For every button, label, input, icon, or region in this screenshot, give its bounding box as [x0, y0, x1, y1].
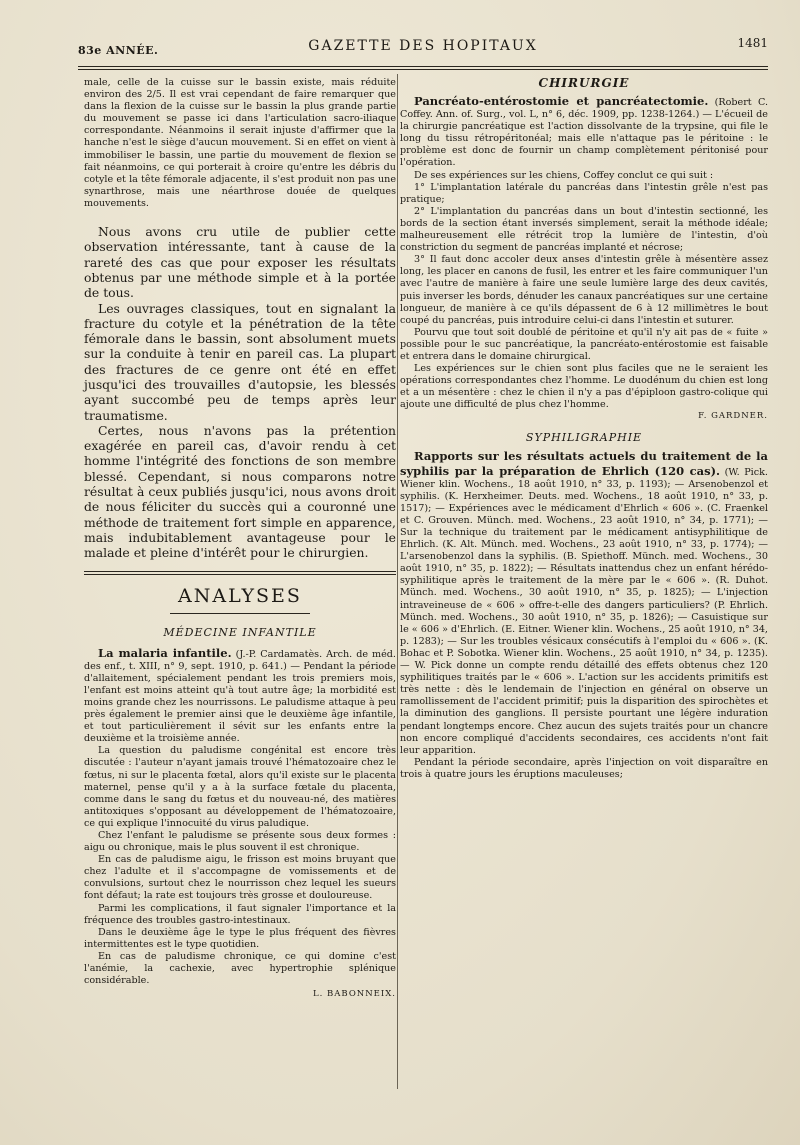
- malaria-citation: (J.-P. Cardamatès. Arch. de méd. des enf., t. XIII, n° 9, sept. 1910, p. 641.) —: [84, 648, 396, 672]
- pancreato-paragraph: 2° L'implantation du pancréas dans un bout d'intestin sectionné, les bords de la section étant inversés simplement, serait la méthode idéale; malheureusement elle rétrécit trop la lumière de l'intestin, d'où constriction du segment de pancréas implanté et nécrose;: [400, 205, 768, 254]
- rapports-article-intro: [400, 450, 768, 756]
- author-signature: F. GARDNER.: [698, 411, 768, 422]
- pancreato-citation: (Robert C. Coffey. Ann. of. Surg., vol. L, n° 6, déc. 1909, pp. 1238-1264.) —: [400, 97, 768, 121]
- malaria-paragraph: La question du paludisme congénital est encore très discutée : l'auteur n'ayant jamais trouvé l'hématozoaire chez le fœtus, ni sur le placenta fœtal, alors qu'il existe sur le placenta maternel, pense qu'il y a à la surface fœtale du placenta, comme dans le sang du fœtus et du nouveau-né, des matières antitoxiques s'opposant au développement de l'hématozoaire, ce qui explique l'innocuité du virus paludique.: [84, 745, 396, 829]
- medecine-infantile-heading: MÉDECINE INFANTILE: [163, 625, 317, 639]
- malaria-paragraph: En cas de paludisme aigu, le frisson est moins bruyant que chez l'adulte et il s'accompagne de vomissements et de convulsions, surtout chez le nourrisson chez lequel les sueurs font défaut; la rate est toujours très grosse et douloureuse.: [84, 854, 396, 902]
- heading-underline: [170, 613, 310, 614]
- column-divider: [397, 74, 398, 1089]
- section-rule: [84, 574, 396, 575]
- observation-paragraph: Les ouvrages classiques, tout en signalant la fracture du cotyle et la pénétration de la tête fémorale dans le bassin, sont absolument muets sur la conduite à tenir en pareil cas. La plupart des fractures de ce genre ont été en effet jusqu'ici des trouvailles d'autopsie, les blessés ayant succombé peu de temps après leur traumatisme.: [84, 300, 396, 423]
- header-rule: [78, 66, 768, 67]
- malaria-article-title: La malaria infantile.: [98, 645, 232, 660]
- rapports-text: W. Pick donne un compte rendu détaillé des effets obtenus chez 120 syphilitiques traités par le « 606 ». L'action sur les accidents primitifs est très nette : dès le lendemain de l'injection en général on observe un ramollissement de l'accident primitif; puis la disparition des spirochètes et la diminution des ganglions. Il persiste pourtant une légère induration pendant longtemps encore. Chez aucun des sujets traités pour un chancre non encore compliqué d'accidents secondaires, ces accidents n'ont fait leur apparition.: [400, 660, 768, 756]
- left-column: [84, 74, 396, 999]
- malaria-paragraph: Chez l'enfant le paludisme se présente sous deux formes : aigu ou chronique, mais le plus souvent il est chronique.: [84, 829, 396, 854]
- pancreato-article-intro: [400, 95, 768, 170]
- page-number: 1481: [737, 36, 768, 50]
- malaria-paragraph: Parmi les complications, il faut signaler l'importance et la fréquence des troubles gastro-intestinaux.: [84, 902, 396, 926]
- observation-paragraph: Certes, nous n'avons pas la prétention exagérée en pareil cas, d'avoir rendu à cet homme l'intégrité des fonctions de son membre blessé. Cependant, si nous comparons notre résultat à ceux publiés jusqu'ici, nous avons droit de nous féliciter du succès qui a couronné une méthode de traitement fort simple en apparence, mais indubitablement avantageuse pour le malade et pleine d'intérêt pour le chirurgien.: [84, 422, 396, 561]
- observation-paragraph: Nous avons cru utile de publier cette observation intéressante, tant à cause de la rareté des cas que pour exposer les résultats obtenus par une méthode simple et à la portée de tous.: [84, 224, 396, 301]
- author-signature: L. BABONNEIX.: [313, 989, 396, 1000]
- continued-paragraph: male, celle de la cuisse sur le bassin existe, mais réduite environ des 2/5. Il est vrai cependant de faire remarquer que dans la flexion de la cuisse sur le bassin la plus grande partie du mouvement se passe ici dans l'articulation sacro-iliaque correspondante. Néanmoins il serait injuste d'affirmer que la hanche n'est le siège d'aucun mouvement. Si en effet on vient à immobiliser le bassin, une partie du mouvement de flexion se fait néanmoins, ce qui porterait à croire qu'entre les débris du cotyle et la tête fémorale adjacente, il s'est produit non pas une synarthrose, mais une néarthrose douée de quelques mouvements.: [84, 77, 396, 209]
- journal-title: GAZETTE DES HOPITAUX: [308, 38, 538, 54]
- malaria-paragraph: Dans le deuxième âge le type le plus fréquent des fièvres intermittentes est le type quotidien.: [84, 926, 396, 950]
- pancreato-article-title: Pancréato-entérostomie et pancréatectomie.: [414, 94, 709, 108]
- malaria-article-intro: [84, 647, 396, 746]
- section-rule: [84, 571, 396, 572]
- analyses-heading: ANALYSES: [178, 584, 302, 607]
- pancreato-paragraph: De ses expériences sur les chiens, Coffey conclut ce qui suit :: [414, 169, 714, 181]
- malaria-paragraph: En cas de paludisme chronique, ce qui domine c'est l'anémie, la cachexie, avec hypertrophie splénique considérable.: [84, 950, 396, 987]
- pancreato-paragraph: Pourvu que tout soit doublé de péritoine et qu'il n'y ait pas de « fuite » possible pour le suc pancréatique, la pancréato-entérostomie est faisable et entrera dans le domaine chirurgical.: [400, 326, 768, 362]
- rapports-citations: (W. Pick. Wiener klin. Wochens., 18 août 1910, n° 33, p. 1193); — Arsenobenzol et syphilis. (K. Herxheimer. Deuts. med. Wochens., 18 août 1910, n° 33, p. 1517); — Expériences avec le médicament d'Ehrlich « 606 ». (C. Fraenkel et C. Grouven. Münch. med. Wochens., 23 août 1910, n° 34, p. 1771); — Sur la technique du traitement par le médicament antisyphilitique de Ehrlich. (K. Alt. Münch. med. Wochens., 23 août 1910, n° 33, p. 1774); — L'arsenobenzol dans la syphilis. (B. Spiethoff. Münch. med. Wochens., 30 août 1910, n° 35, p. 1822); — Résultats inattendus chez un enfant hérédo-syphilitique après le traitement de la mère par le « 606 ». (R. Duhot. Münch. med. Wochens., 30 août 1910, n° 35, p. 1825); — L'injection intraveineuse de « 606 » offre-t-elle des dangers particuliers? (P. Ehrlich. Münch. med. Wochens., 30 août 1910, n° 35, p. 1826); — Casuistique sur le « 606 » d'Ehrlich. (E. Eitner. Wiener klin. Wochens., 25 août 1910, n° 34, p. 1283); — Sur les troubles vésicaux consécutifs à l'emploi du « 606 ». (K. Bohac et P. Sobotka. Wiener klin. Wochens., 25 août 1910, n° 34, p. 1235). —: [400, 466, 768, 672]
- page-header: [78, 36, 768, 62]
- issue-year: 83e ANNÉE.: [78, 44, 159, 57]
- right-column: [400, 74, 768, 781]
- malaria-text: Pendant la période d'allaitement, spécialement pendant les trois premiers mois, l'enfant est moins atteint qu'à tout autre âge; la morbidité est moins grande chez les nourrissons. Le paludisme attaque à peu près également le premier ainsi que le deuxième âge infantile, et tout particulièrement il sévit sur les enfants entre la deuxième et la troisième année.: [84, 660, 396, 745]
- pancreato-paragraph: 3° Il faut donc accoler deux anses d'intestin grêle à mésentère assez long, les placer en canons de fusil, les entrer et les faire communiquer l'un avec l'autre de manière à faire une seule lumière large des deux cavités, puis inverser les bords, dénuder les canaux pancréatiques sur une certaine longueur, de manière à ce qu'ils dépassent de 6 à 12 millimètres le bout coupé du pancréas, puis introduire celui-ci dans l'intestin et suturer.: [400, 254, 768, 326]
- rapports-article-title: Rapports sur les résultats actuels du traitement de la syphilis par la préparation de Ehrlich (120 cas).: [400, 449, 768, 478]
- pancreato-paragraph: Les expériences sur le chien sont plus faciles que ne le seraient les opérations correspondantes chez l'homme. Le duodénum du chien est long et a un mésentère : chez le chien il n'y a pas d'épiploon gastro-colique qui ajoute une difficulté de plus chez l'homme.: [400, 363, 768, 411]
- pancreato-paragraph: 1° L'implantation latérale du pancréas dans l'intestin grêle n'est pas pratique;: [400, 181, 768, 205]
- syphiligraphie-heading: SYPHILIGRAPHIE: [525, 431, 643, 445]
- header-rule-double: [78, 69, 768, 70]
- rapports-paragraph: Pendant la période secondaire, après l'injection on voit disparaître en trois à quatre jours les éruptions maculeuses;: [400, 756, 768, 780]
- pancreato-text: L'écueil de la chirurgie pancréatique est l'action dissolvante de la trypsine, qui file le long du tissu rétropéritonéal; mais elle n'attaque pas le péritoine : le problème est donc de fournir un champ complètement péritonisé pour l'opération.: [400, 109, 768, 169]
- chirurgie-heading: CHIRURGIE: [538, 76, 630, 90]
